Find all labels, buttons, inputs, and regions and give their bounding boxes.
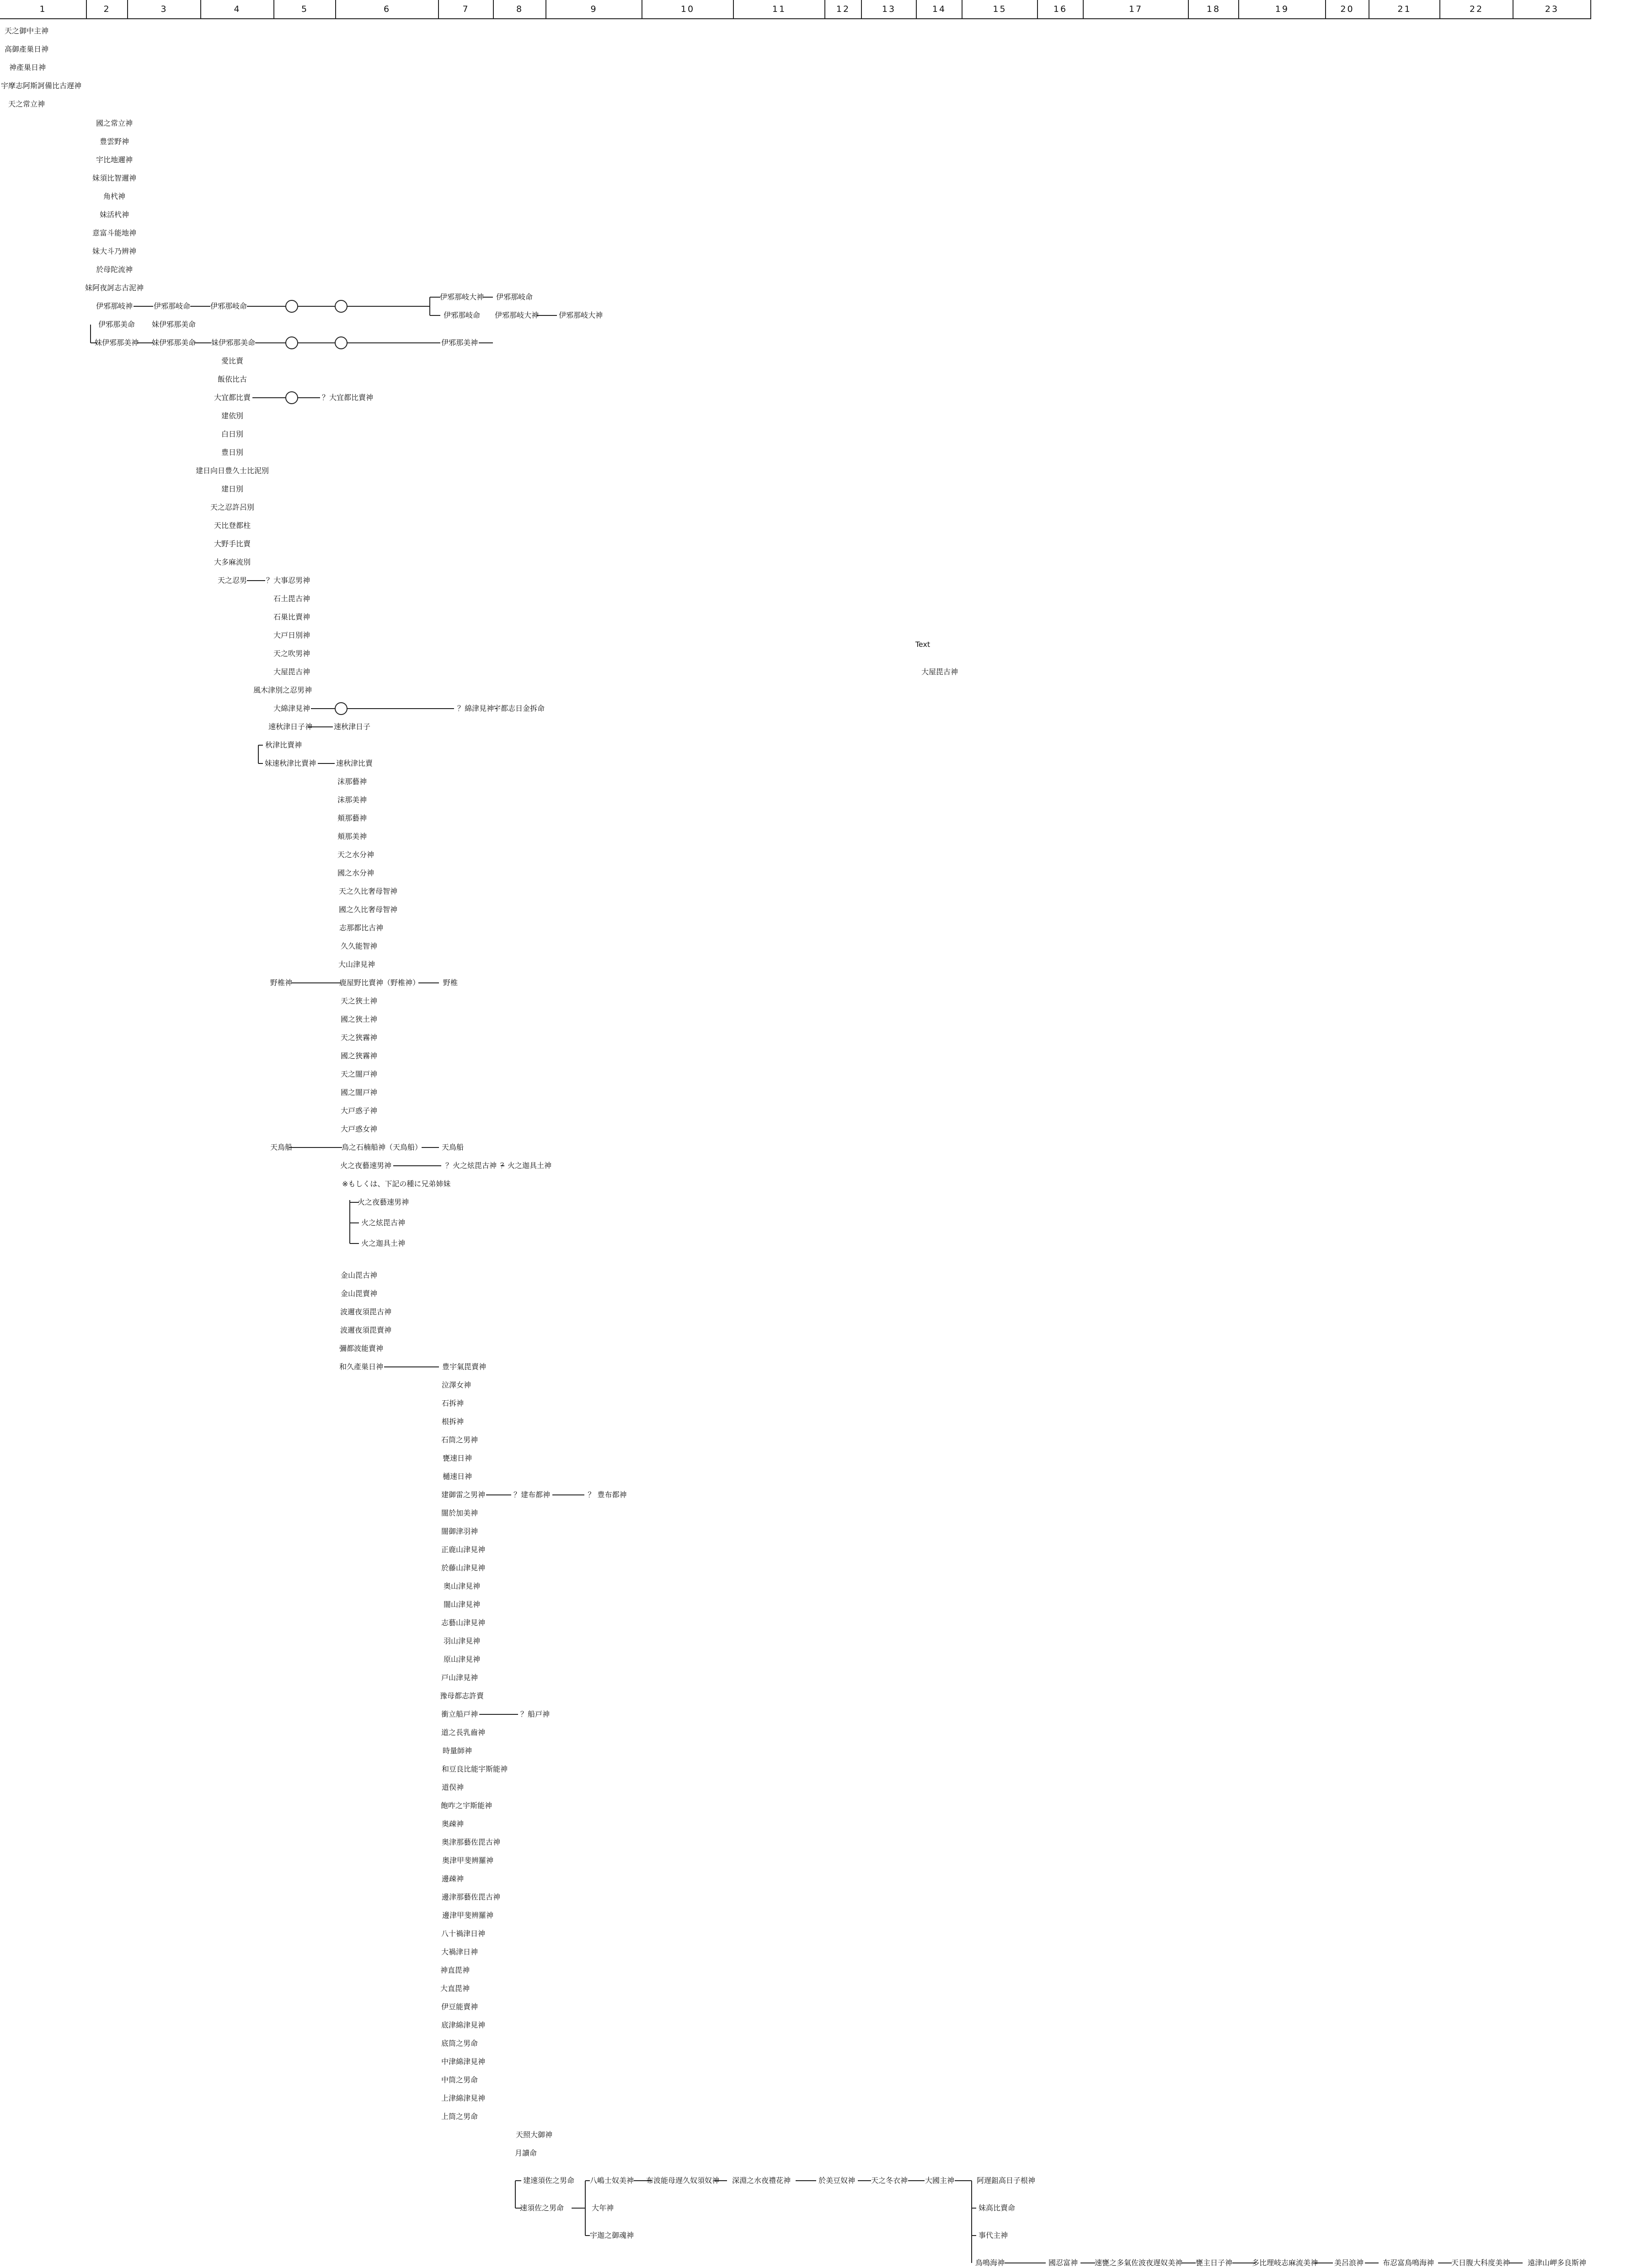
deity-amenofukio: 天之吹男神	[273, 649, 310, 658]
deity-toyamishishikunuwakumi: 遠津山岬多良斯神	[1527, 2258, 1587, 2267]
deity-tokihakashi: 時量師神	[442, 1746, 472, 1755]
deity-odoyamatsumi: 於藤山津見神	[441, 1564, 486, 1572]
unknown-node-circle	[286, 392, 298, 404]
deity-ameno-minakanushi: 天之御中主神	[4, 27, 49, 35]
column-number-13: 13	[862, 0, 917, 18]
deity-izanagi-ookami3: 伊邪那岐大神	[558, 311, 603, 320]
deity-amaterasu: 天照大御神	[515, 2130, 553, 2139]
annotation-ooyabiko: 大屋毘古神	[921, 667, 958, 676]
deity-masakayamatsumi: 正鹿山津見神	[441, 1545, 486, 1554]
column-number-1: 1	[0, 0, 87, 18]
deity-kamunaobi: 神直毘神	[440, 1966, 470, 1974]
deity-takamimusubi: 高御產巣日神	[4, 45, 49, 53]
deity-umashiashikabi: 宇摩志阿斯訶備比古遅神	[0, 81, 82, 90]
deity-ootomatohiko: 大戸惑子神	[340, 1106, 378, 1115]
deity-tahirikishimarumi: 多比理岐志麻流美神	[1251, 2258, 1318, 2267]
deity-okizakaru: 奥疎神	[441, 1820, 464, 1828]
deity-akiguhinoushi: 飽咋之宇斯能神	[440, 1801, 492, 1810]
column-number-20: 20	[1326, 0, 1369, 18]
column-number-7: 7	[439, 0, 494, 18]
deity-amenooshikoro: 天之忍許呂別	[210, 503, 255, 512]
deity-torinoiwakusufune: 鳥之石楠船神（天鳥船）	[341, 1143, 422, 1152]
deity-hetsukaibera: 邊津甲斐辨羅神	[442, 1911, 494, 1920]
deity-uganomitama: 宇迦之御魂神	[589, 2231, 634, 2240]
deity-hayamikanotakesahayajinumi: 速甕之多氣佐波夜遅奴美神	[1094, 2258, 1183, 2267]
deity-shigiyamatsumi: 志藝山津見神	[441, 1618, 486, 1627]
deity-funato-q: ？船戸神	[520, 1710, 550, 1718]
deity-awanagi: 沫那藝神	[337, 777, 367, 786]
deity-kuraokami: 闇於加美神	[441, 1509, 478, 1517]
deity-okitsukaibera: 奥津甲斐辨羅神	[442, 1856, 494, 1865]
deity-hinokagabiko-q: ？火之炫毘古神	[445, 1161, 497, 1170]
column-number-22: 22	[1440, 0, 1513, 18]
deity-izanagi-mikoto2: 伊邪那岐命	[210, 302, 247, 310]
deity-toyoukebime: 豊宇氣毘賣神	[442, 1362, 487, 1371]
deity-haniyasubiko: 波邇夜須毘古神	[340, 1307, 392, 1316]
annotation-text-label: Text	[915, 640, 930, 649]
deity-hinoyagihayao2: 火之夜藝速男神	[357, 1198, 409, 1206]
deity-iwatsuchibiko: 石土毘古神	[273, 594, 310, 603]
deity-fukabuchinomizuyarehana: 深淵之水夜禮花神	[732, 2176, 791, 2185]
deity-amenokuhizamochi: 天之久比奢母智神	[338, 887, 398, 896]
deity-kuninotokotachi: 國之常立神	[96, 119, 133, 128]
deity-kuniokami: 國忍富神	[1048, 2258, 1078, 2267]
deity-uhijini: 宇比地邇神	[96, 155, 133, 164]
deity-torinarumi: 鳥鳴海神	[975, 2258, 1005, 2267]
deity-sokotsuwatatsumi: 底津綿津見神	[441, 2021, 486, 2029]
column-number-8: 8	[494, 0, 546, 18]
deity-ootonobe: 妹大斗乃辨神	[92, 247, 137, 256]
deity-ootamaru: 大多麻流別	[214, 558, 251, 566]
deity-izunome: 伊豆能賣神	[441, 2002, 478, 2011]
deity-nesaku: 根拆神	[441, 1417, 464, 1426]
deity-michinonagachiha: 道之長乳齒神	[441, 1728, 486, 1737]
deity-tsuranami: 頬那美神	[337, 832, 367, 841]
deity-ootohiwake: 大戸日別神	[273, 631, 310, 640]
deity-takahime: 妹高比賣命	[978, 2204, 1016, 2212]
deity-chimata: 道俣神	[441, 1783, 464, 1792]
column-number-21: 21	[1369, 0, 1440, 18]
deity-tsunoguhi: 角杙神	[103, 192, 126, 201]
deity-amenosazuchi: 天之狹土神	[340, 997, 378, 1005]
column-number-9: 9	[546, 0, 642, 18]
deity-takeyori: 建依別	[221, 411, 244, 420]
deity-tsukuyomi: 月讀命	[514, 2149, 537, 2157]
deity-ootonoji: 意富斗能地神	[92, 229, 137, 237]
deity-ayakashikone: 妹阿夜訶志古泥神	[85, 283, 144, 292]
deity-ogetsuhime-q: ？大宜都比賣神	[321, 393, 374, 402]
deity-iyori: 飯依比古	[217, 375, 247, 384]
deity-oomagatsuhi: 大禍津日神	[441, 1948, 478, 1956]
deity-hinoyagihayao: 火之夜藝速男神	[340, 1161, 392, 1170]
deity-izanami-mikoto2: 妹伊邪那美命	[151, 320, 196, 329]
deity-amenokurado: 天之闇戸神	[340, 1070, 378, 1078]
deity-ikuguhi: 妹活杙神	[99, 210, 129, 219]
deity-ikisaku: 石拆神	[441, 1399, 464, 1408]
deity-izanami-mikoto: 伊邪那美命	[98, 320, 135, 329]
deity-omodaru: 於母陀流神	[96, 265, 133, 274]
deity-kanayamabiko: 金山毘古神	[340, 1271, 378, 1280]
note-alternative-siblings: ※もしくは、下記の種に兄弟姉妹	[342, 1179, 451, 1188]
deity-izanagi-ookami: 伊邪那岐大神	[439, 293, 484, 301]
deity-nakatsuwatatsumi: 中津綿津見神	[441, 2057, 486, 2066]
deity-hihayahi: 樋速日神	[442, 1472, 472, 1481]
column-number-15: 15	[963, 0, 1038, 18]
deity-toyohi: 豊日別	[221, 448, 244, 457]
deity-oonote: 大野手比賣	[214, 539, 251, 548]
deity-hayamatsumi: 羽山津見神	[443, 1637, 481, 1645]
deity-tsuranagi: 頬那藝神	[337, 814, 367, 822]
deity-izanagi-mikoto3: 伊邪那岐命	[496, 293, 533, 301]
unknown-node-circle	[335, 703, 347, 715]
deity-takemikazuchi: 建御雷之男神	[441, 1490, 486, 1499]
column-number-4: 4	[201, 0, 274, 18]
deity-harayamatsumi: 原山津見神	[443, 1655, 481, 1664]
column-number-12: 12	[825, 0, 862, 18]
deity-kuninosagiri: 國之狹霧神	[340, 1051, 378, 1060]
deity-oonaobi: 大直毘神	[440, 1984, 470, 1993]
deity-mitsuhanome: 彌都波能賣神	[339, 1344, 384, 1353]
deity-omizunu: 於美豆奴神	[818, 2176, 856, 2185]
column-number-5: 5	[274, 0, 336, 18]
column-number-3: 3	[128, 0, 201, 18]
deity-takefutsu-q: ？建布都神	[513, 1490, 551, 1499]
deity-kuramitsuha: 闇御津羽神	[441, 1527, 478, 1536]
deity-mirosunami: 美呂浪神	[1334, 2258, 1364, 2267]
deity-iwasuhime: 石巣比賣神	[273, 613, 310, 621]
deity-haya-susanoo: 速須佐之男命	[519, 2204, 564, 2212]
deity-haniyasubime: 波邇夜須毘賣神	[340, 1326, 392, 1334]
deity-hayaakitsuhiko: 速秋津日子神	[268, 722, 313, 731]
deity-izanami-kami2: 伊邪那美神	[441, 338, 478, 347]
deity-takehimukai: 建日向日豊久士比泥別	[195, 466, 269, 475]
deity-kazamotsuwake: 風木津別之忍男神	[253, 686, 312, 694]
deity-amenomikumari: 天之水分神	[337, 850, 374, 859]
deity-ooyabiko: 大屋毘古神	[273, 667, 310, 676]
deity-kotoshironushi: 事代主神	[978, 2231, 1008, 2240]
deity-kanayamabime: 金山毘賣神	[340, 1289, 378, 1298]
column-number-14: 14	[917, 0, 963, 18]
deity-kuninomikumari: 國之水分神	[337, 869, 374, 877]
deity-nakatsutsunoo: 中筒之男命	[441, 2076, 478, 2084]
unknown-node-circle	[335, 337, 347, 349]
deity-akitsuhime: 秋津比賣神	[265, 741, 302, 749]
deity-amenosade: 天比登都柱	[214, 521, 251, 530]
deity-shirahi: 白日別	[221, 430, 244, 438]
deity-amenotorifune-r: 天鳥船	[441, 1143, 464, 1152]
deity-ookuninushi: 大國主神	[925, 2176, 955, 2185]
deity-kurayamatsumi: 闇山津見神	[443, 1600, 481, 1609]
deity-takehiwake: 建日別	[221, 485, 244, 493]
deity-sokotsutsunoo: 底筒之男命	[441, 2039, 478, 2048]
deity-hayaakitsuhiko2: 速秋津日子	[333, 722, 371, 731]
deity-hayaakitsuhime2: 速秋津比賣	[336, 759, 373, 768]
deity-amenohibaranoodoshinadomi: 天日腹大科度美神	[1451, 2258, 1510, 2267]
deity-shinatsuhiko: 志那都比古神	[339, 923, 384, 932]
column-number-23: 23	[1513, 0, 1591, 18]
column-number-6: 6	[336, 0, 439, 18]
deity-nakisawame: 泣澤女神	[441, 1381, 471, 1389]
deity-izanami-mikoto3: 妹伊邪那美命	[151, 338, 196, 347]
deity-yasomagatsuhi: 八十禍津日神	[441, 1929, 486, 1938]
deity-hinokagutsuchi2: 火之迦具土神	[361, 1239, 406, 1248]
deity-hayaakitsuhime: 妹速秋津比賣神	[264, 759, 316, 768]
deity-amenotorifune-l: 天鳥船	[270, 1143, 293, 1152]
column-number-16: 16	[1038, 0, 1084, 18]
deity-ameno-tokotachi: 天之常立神	[8, 100, 45, 108]
deity-toyokumono: 豊雲野神	[99, 137, 129, 146]
deity-kuninokurado: 國之闇戸神	[340, 1088, 378, 1097]
deity-yomotsukami: 豫母都志許賣	[439, 1692, 484, 1700]
deity-nozuchi-l: 野椎神	[270, 978, 293, 987]
deity-yashimajinumi: 八嶋士奴美神	[589, 2176, 634, 2185]
deity-watatsumi-q: ？綿津見神	[457, 704, 494, 713]
deity-ootoshi: 大年神	[591, 2204, 614, 2212]
deity-amenofutaya: 天之忍男	[217, 576, 247, 585]
deity-amenosagiri: 天之狹霧神	[340, 1033, 378, 1042]
deity-ooyamatsumi: 大山津見神	[338, 960, 375, 969]
deity-fuhanomojikunusunu: 布波能母遅久奴須奴神	[646, 2176, 720, 2185]
deity-hinokagabiko2: 火之炫毘古神	[361, 1218, 406, 1227]
column-number-18: 18	[1189, 0, 1239, 18]
deity-nozuchi-r: 野椎	[443, 978, 458, 987]
deity-izanagi-ookami2: 伊邪那岐大神	[494, 311, 539, 320]
deity-kukunochi: 久久能智神	[340, 942, 378, 950]
unknown-node-circle	[286, 337, 298, 349]
deity-mikanushihiko: 甕主日子神	[1195, 2258, 1233, 2267]
deity-izanagi-mikoto4: 伊邪那岐命	[443, 311, 481, 320]
column-number-19: 19	[1239, 0, 1326, 18]
deity-nunoshitomitorinarumi: 布忍富鳥鳴海神	[1382, 2258, 1434, 2267]
deity-hetsunagisabiko: 邊津那藝佐毘古神	[441, 1893, 501, 1901]
deity-kayanohime: 鹿屋野比賣神（野椎神）	[339, 978, 420, 987]
deity-hinokagutsuchi-q: ？火之迦具土神	[500, 1161, 552, 1170]
deity-suhijini: 妹須比智邇神	[92, 174, 137, 182]
deity-kamimusubi: 神產巣日神	[9, 63, 46, 72]
column-number-10: 10	[642, 0, 734, 18]
deity-utsushihikanasaku: 宇都志日金拆命	[493, 704, 545, 713]
deity-ookotooshio-q: ？大事忍男神	[266, 576, 310, 585]
deity-toyamatsumi: 戸山津見神	[441, 1673, 478, 1682]
unknown-node-circle	[286, 300, 298, 312]
deity-toyofutsu-q: ？ 豊布都神	[588, 1490, 627, 1499]
deity-ogetsuhime: 大宜都比賣	[214, 393, 251, 402]
deity-hezakaru: 邊疎神	[441, 1874, 464, 1883]
deity-okuyamatsumi: 奥山津見神	[443, 1582, 481, 1590]
deity-ehime: 愛比賣	[221, 357, 244, 365]
deity-awanami: 沫那美神	[337, 795, 367, 804]
deity-wazurainoushi: 和豆良比能宇斯能神	[441, 1765, 508, 1773]
deity-izanami-mikoto4: 妹伊邪那美命	[211, 338, 256, 347]
deity-mikahayahi: 甕速日神	[442, 1454, 472, 1462]
deity-izanagi-mikoto: 伊邪那岐命	[153, 302, 191, 310]
column-number-2: 2	[87, 0, 128, 18]
deity-uwatsutsunoo: 上筒之男命	[441, 2112, 478, 2121]
deity-takehaya-susanoo: 建速須佐之男命	[523, 2176, 575, 2185]
deity-owatatsumi: 大綿津見神	[273, 704, 310, 713]
deity-amenofuyukinu: 天之冬衣神	[871, 2176, 908, 2185]
deity-izanagi: 伊邪那岐神	[96, 302, 133, 310]
column-number-17: 17	[1084, 0, 1189, 18]
deity-ootomatohime: 大戸惑女神	[340, 1125, 378, 1133]
deity-kuninosazuchi: 國之狹土神	[340, 1015, 378, 1024]
column-number-11: 11	[734, 0, 825, 18]
deity-iwatsutsunoo: 石筒之男神	[441, 1436, 478, 1444]
deity-ajishikitakahikone: 阿遅鉏高日子根神	[976, 2176, 1036, 2185]
unknown-node-circle	[335, 300, 347, 312]
deity-izanami-kami: 妹伊邪那美神	[94, 338, 139, 347]
deity-kuninokuhizamochi: 國之久比奢母智神	[338, 905, 398, 914]
deity-wakumusubi: 和久產巣日神	[339, 1362, 384, 1371]
deity-uwatsuwatatsumi: 上津綿津見神	[441, 2094, 486, 2103]
deity-tsukitatsufunato: 衝立船戸神	[441, 1710, 478, 1718]
deity-okitsunagisabiko: 奥津那藝佐毘古神	[441, 1838, 501, 1846]
